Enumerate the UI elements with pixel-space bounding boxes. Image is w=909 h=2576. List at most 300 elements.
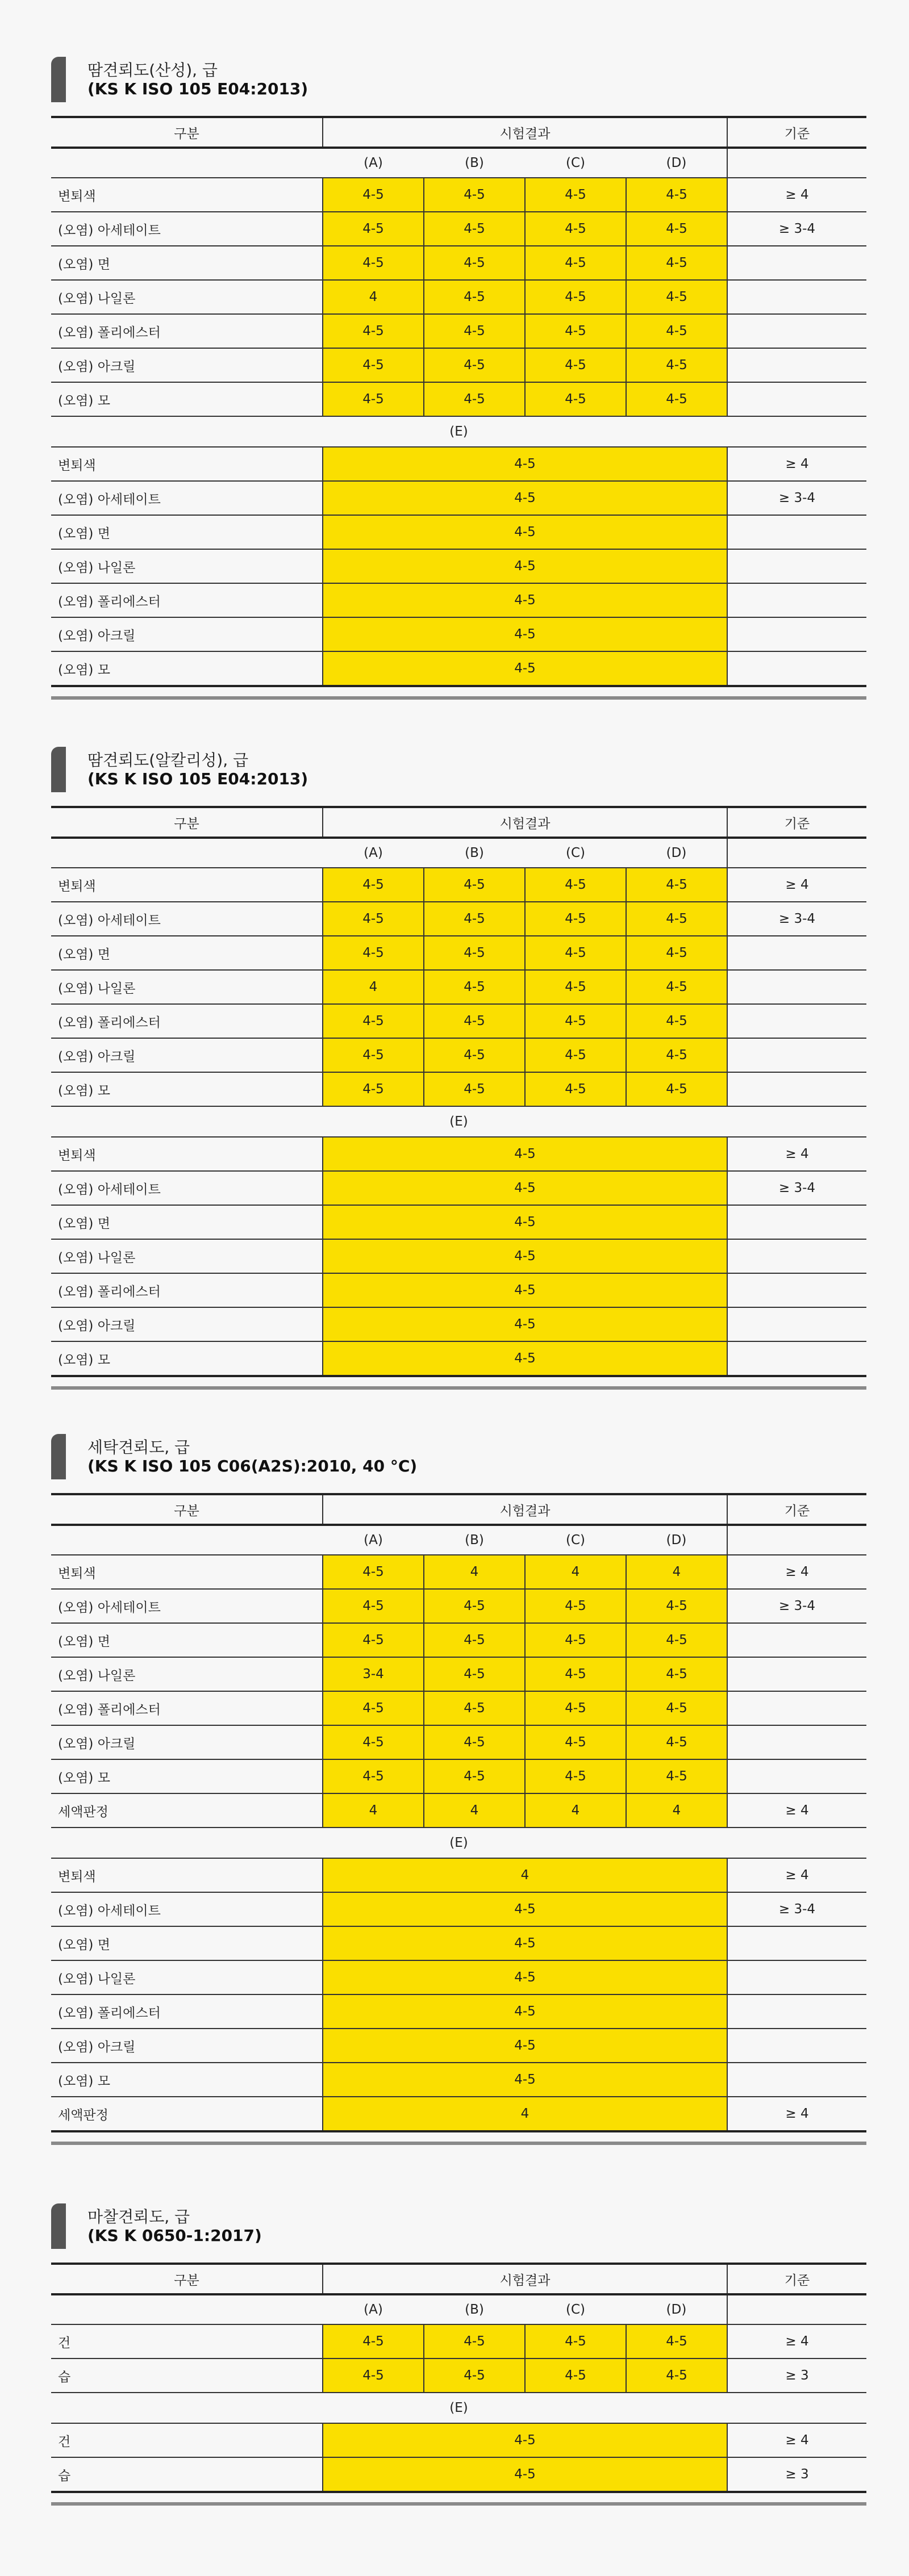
result-cell: 4-5 — [626, 348, 727, 382]
result-cell: 4-5 — [424, 246, 525, 280]
sample-e-label: (E) — [51, 1828, 866, 1858]
standard-cell — [727, 515, 866, 549]
table-row — [51, 2029, 866, 2063]
standard-cell — [727, 1205, 866, 1239]
test-section-3 — [51, 1434, 866, 2145]
result-cell-e: 4-5 — [323, 481, 727, 515]
result-cell-e: 4-5 — [323, 1137, 727, 1171]
row-label: (오염) 아크릴 — [51, 617, 323, 651]
result-cell: 4-5 — [525, 246, 626, 280]
table-row — [51, 246, 866, 280]
table-row — [51, 2097, 866, 2131]
row-label: (오염) 면 — [51, 1623, 323, 1657]
table-header-row — [51, 2264, 866, 2294]
table-row — [51, 936, 866, 970]
column-label-row — [51, 148, 866, 178]
result-cell: 4 — [323, 970, 424, 1004]
table-row — [51, 1205, 866, 1239]
result-cell-e: 4-5 — [323, 1341, 727, 1376]
standard-cell — [727, 1239, 866, 1273]
row-label: (오염) 폴리에스터 — [51, 1994, 323, 2029]
result-cell-e: 4-5 — [323, 515, 727, 549]
column-label: (B) — [424, 148, 525, 178]
result-cell: 4-5 — [626, 1725, 727, 1759]
table-row — [51, 1341, 866, 1376]
row-label: (오염) 아크릴 — [51, 1038, 323, 1072]
section-title: 땀견뢰도(산성), 급 — [87, 61, 218, 80]
section-title-block — [51, 1434, 866, 1485]
section-standard-code: (KS K 0650-1:2017) — [87, 2226, 262, 2245]
result-cell-e: 4-5 — [323, 583, 727, 617]
table-row — [51, 1072, 866, 1106]
result-cell: 4-5 — [323, 178, 424, 212]
result-cell: 4-5 — [525, 970, 626, 1004]
column-label: (C) — [525, 148, 626, 178]
result-cell: 4-5 — [626, 1657, 727, 1691]
row-label: (오염) 모 — [51, 1759, 323, 1793]
row-label: (오염) 아크릴 — [51, 348, 323, 382]
result-cell: 4-5 — [323, 2358, 424, 2393]
row-label: (오염) 모 — [51, 1341, 323, 1376]
row-label: (오염) 폴리에스터 — [51, 1273, 323, 1307]
table-row — [51, 1725, 866, 1759]
column-label: (B) — [424, 2294, 525, 2324]
result-cell: 4-5 — [424, 314, 525, 348]
table-row — [51, 1858, 866, 1892]
blank-cell — [727, 838, 866, 868]
blank-cell — [727, 148, 866, 178]
table-row — [51, 2063, 866, 2097]
result-cell: 4-5 — [626, 1072, 727, 1106]
blank-cell — [51, 2294, 323, 2324]
table-row — [51, 2358, 866, 2393]
standard-cell: ≥ 4 — [727, 1555, 866, 1589]
row-label: 변퇴색 — [51, 178, 323, 212]
result-cell: 4-5 — [626, 1623, 727, 1657]
section-title: 세탁견뢰도, 급 — [87, 1438, 190, 1457]
header-results: 시험결과 — [323, 1494, 727, 1525]
row-label: (오염) 아세테이트 — [51, 481, 323, 515]
result-cell: 4-5 — [424, 1657, 525, 1691]
standard-cell — [727, 1657, 866, 1691]
result-cell: 4-5 — [323, 1691, 424, 1725]
row-label: (오염) 아세테이트 — [51, 1892, 323, 1926]
result-cell: 4-5 — [424, 280, 525, 314]
standard-cell: ≥ 4 — [727, 1858, 866, 1892]
result-cell: 4-5 — [525, 382, 626, 416]
table-row — [51, 1307, 866, 1341]
result-cell-e: 4-5 — [323, 1205, 727, 1239]
row-label: (오염) 나일론 — [51, 549, 323, 583]
standard-cell: ≥ 3-4 — [727, 902, 866, 936]
table-row — [51, 1793, 866, 1828]
test-section-2 — [51, 747, 866, 1390]
result-cell: 4-5 — [424, 1725, 525, 1759]
standard-cell: ≥ 3-4 — [727, 1171, 866, 1205]
result-cell: 4-5 — [525, 2358, 626, 2393]
result-cell: 4-5 — [424, 1589, 525, 1623]
row-label: (오염) 면 — [51, 1926, 323, 1960]
blank-cell — [51, 838, 323, 868]
table-row — [51, 1691, 866, 1725]
table-row — [51, 2423, 866, 2457]
standard-cell: ≥ 3-4 — [727, 212, 866, 246]
result-cell: 4-5 — [323, 2324, 424, 2358]
result-cell: 4-5 — [626, 1589, 727, 1623]
standard-cell — [727, 1994, 866, 2029]
row-label: (오염) 면 — [51, 246, 323, 280]
sample-e-label: (E) — [51, 1106, 866, 1137]
result-cell: 4-5 — [424, 2358, 525, 2393]
title-accent-bar — [51, 1434, 66, 1479]
header-category: 구분 — [51, 1494, 323, 1525]
header-standard: 기준 — [727, 807, 866, 838]
result-cell: 4-5 — [424, 1038, 525, 1072]
standard-cell — [727, 1004, 866, 1038]
result-cell: 4-5 — [424, 382, 525, 416]
header-results: 시험결과 — [323, 117, 727, 148]
result-cell-e: 4-5 — [323, 1273, 727, 1307]
column-label: (B) — [424, 838, 525, 868]
result-cell: 4-5 — [525, 936, 626, 970]
result-cell: 4-5 — [626, 902, 727, 936]
title-accent-bar — [51, 57, 66, 102]
section-title-block — [51, 2203, 866, 2255]
table-row — [51, 1657, 866, 1691]
result-cell-e: 4-5 — [323, 1994, 727, 2029]
row-label: (오염) 폴리에스터 — [51, 1691, 323, 1725]
result-cell-e: 4-5 — [323, 1960, 727, 1994]
blank-cell — [51, 148, 323, 178]
result-cell: 4-5 — [424, 936, 525, 970]
row-label: 변퇴색 — [51, 868, 323, 902]
section-title: 땀견뢰도(알칼리성), 급 — [87, 751, 249, 770]
sample-e-label-row — [51, 1828, 866, 1858]
standard-cell: ≥ 4 — [727, 2423, 866, 2457]
standard-cell — [727, 1273, 866, 1307]
result-cell: 4-5 — [323, 1725, 424, 1759]
row-label: (오염) 모 — [51, 1072, 323, 1106]
column-label: (D) — [626, 1525, 727, 1555]
table-row — [51, 1623, 866, 1657]
result-cell: 4-5 — [626, 382, 727, 416]
standard-cell — [727, 970, 866, 1004]
header-results: 시험결과 — [323, 807, 727, 838]
result-cell: 4-5 — [424, 1072, 525, 1106]
section-title-block — [51, 747, 866, 798]
table-row — [51, 2457, 866, 2492]
standard-cell — [727, 280, 866, 314]
row-label: (오염) 아세테이트 — [51, 902, 323, 936]
table-row — [51, 1960, 866, 1994]
result-cell-e: 4-5 — [323, 1926, 727, 1960]
result-cell: 4-5 — [525, 1038, 626, 1072]
result-cell: 4-5 — [424, 212, 525, 246]
result-cell: 4-5 — [323, 348, 424, 382]
result-cell: 4 — [323, 280, 424, 314]
standard-cell — [727, 617, 866, 651]
table-row — [51, 382, 866, 416]
row-label: (오염) 나일론 — [51, 1960, 323, 1994]
table-row — [51, 481, 866, 515]
result-cell-e: 4-5 — [323, 1171, 727, 1205]
standard-cell — [727, 348, 866, 382]
blank-cell — [727, 1525, 866, 1555]
result-cell: 4-5 — [424, 2324, 525, 2358]
row-label: 세액판정 — [51, 1793, 323, 1828]
standard-cell: ≥ 3-4 — [727, 1892, 866, 1926]
row-label: (오염) 모 — [51, 651, 323, 686]
table-header-row — [51, 807, 866, 838]
result-cell-e: 4 — [323, 2097, 727, 2131]
header-category: 구분 — [51, 807, 323, 838]
column-label: (A) — [323, 2294, 424, 2324]
column-label: (A) — [323, 1525, 424, 1555]
table-row — [51, 1555, 866, 1589]
result-cell: 4 — [525, 1793, 626, 1828]
standard-cell — [727, 1725, 866, 1759]
result-cell: 4 — [525, 1555, 626, 1589]
result-cell: 4-5 — [323, 212, 424, 246]
row-label: (오염) 모 — [51, 382, 323, 416]
table-row — [51, 868, 866, 902]
standard-cell — [727, 1341, 866, 1376]
result-cell: 4-5 — [424, 348, 525, 382]
result-cell: 4-5 — [323, 868, 424, 902]
standard-cell — [727, 1072, 866, 1106]
row-label: (오염) 나일론 — [51, 1657, 323, 1691]
row-label: (오염) 아세테이트 — [51, 212, 323, 246]
result-cell: 4-5 — [525, 348, 626, 382]
column-label-row — [51, 1525, 866, 1555]
column-label: (D) — [626, 2294, 727, 2324]
results-table — [51, 1493, 866, 2132]
test-section-4 — [51, 2203, 866, 2506]
standard-cell — [727, 1307, 866, 1341]
table-row — [51, 1759, 866, 1793]
table-row — [51, 178, 866, 212]
results-table — [51, 2263, 866, 2493]
row-label: 변퇴색 — [51, 1555, 323, 1589]
result-cell: 4 — [626, 1793, 727, 1828]
standard-cell — [727, 2029, 866, 2063]
table-row — [51, 1004, 866, 1038]
result-cell: 4-5 — [525, 178, 626, 212]
result-cell: 4-5 — [626, 1004, 727, 1038]
table-row — [51, 617, 866, 651]
standard-cell: ≥ 4 — [727, 1793, 866, 1828]
result-cell: 4-5 — [525, 1691, 626, 1725]
column-label: (B) — [424, 1525, 525, 1555]
row-label: (오염) 면 — [51, 936, 323, 970]
row-label: (오염) 폴리에스터 — [51, 1004, 323, 1038]
table-row — [51, 2324, 866, 2358]
table-row — [51, 1273, 866, 1307]
result-cell: 4-5 — [525, 1589, 626, 1623]
result-cell-e: 4 — [323, 1858, 727, 1892]
test-section-1 — [51, 57, 866, 700]
standard-cell — [727, 314, 866, 348]
table-row — [51, 549, 866, 583]
result-cell-e: 4-5 — [323, 447, 727, 481]
result-cell: 4-5 — [525, 1725, 626, 1759]
section-divider — [51, 2142, 866, 2145]
result-cell-e: 4-5 — [323, 651, 727, 686]
result-cell: 4-5 — [626, 970, 727, 1004]
column-label: (A) — [323, 148, 424, 178]
result-cell: 4-5 — [626, 280, 727, 314]
column-label: (C) — [525, 838, 626, 868]
section-title-block — [51, 57, 866, 108]
section-standard-code: (KS K ISO 105 C06(A2S):2010, 40 °C) — [87, 1457, 418, 1475]
column-label: (A) — [323, 838, 424, 868]
result-cell: 4-5 — [424, 970, 525, 1004]
sample-e-label-row — [51, 1106, 866, 1137]
results-table — [51, 116, 866, 687]
table-row — [51, 1239, 866, 1273]
row-label: (오염) 아세테이트 — [51, 1589, 323, 1623]
table-row — [51, 348, 866, 382]
row-label: (오염) 나일론 — [51, 970, 323, 1004]
result-cell: 4-5 — [323, 936, 424, 970]
row-label: 건 — [51, 2324, 323, 2358]
row-label: (오염) 면 — [51, 1205, 323, 1239]
section-title: 마찰견뢰도, 급 — [87, 2207, 190, 2226]
header-standard: 기준 — [727, 1494, 866, 1525]
row-label: (오염) 모 — [51, 2063, 323, 2097]
table-row — [51, 314, 866, 348]
result-cell-e: 4-5 — [323, 2423, 727, 2457]
result-cell: 4-5 — [323, 1759, 424, 1793]
blank-cell — [51, 1525, 323, 1555]
column-label: (C) — [525, 1525, 626, 1555]
row-label: 변퇴색 — [51, 1137, 323, 1171]
column-label: (D) — [626, 838, 727, 868]
result-cell-e: 4-5 — [323, 1892, 727, 1926]
standard-cell: ≥ 3 — [727, 2457, 866, 2492]
standard-cell: ≥ 3-4 — [727, 481, 866, 515]
result-cell: 3-4 — [323, 1657, 424, 1691]
row-label: (오염) 아크릴 — [51, 2029, 323, 2063]
result-cell: 4-5 — [323, 1038, 424, 1072]
result-cell: 4-5 — [525, 280, 626, 314]
result-cell: 4 — [424, 1793, 525, 1828]
table-row — [51, 902, 866, 936]
standard-cell: ≥ 4 — [727, 1137, 866, 1171]
standard-cell — [727, 246, 866, 280]
standard-cell — [727, 382, 866, 416]
standard-cell — [727, 1759, 866, 1793]
result-cell: 4-5 — [424, 1691, 525, 1725]
result-cell-e: 4-5 — [323, 2063, 727, 2097]
row-label: (오염) 아세테이트 — [51, 1171, 323, 1205]
result-cell: 4-5 — [626, 2358, 727, 2393]
standard-cell: ≥ 4 — [727, 447, 866, 481]
result-cell: 4-5 — [626, 1038, 727, 1072]
table-header-row — [51, 117, 866, 148]
sample-e-label: (E) — [51, 416, 866, 447]
row-label: 세액판정 — [51, 2097, 323, 2131]
header-category: 구분 — [51, 117, 323, 148]
standard-cell — [727, 1691, 866, 1725]
table-row — [51, 1994, 866, 2029]
results-table — [51, 806, 866, 1377]
table-row — [51, 1926, 866, 1960]
sample-e-label-row — [51, 2393, 866, 2423]
result-cell: 4 — [323, 1793, 424, 1828]
result-cell: 4-5 — [424, 178, 525, 212]
table-header-row — [51, 1494, 866, 1525]
result-cell: 4-5 — [323, 902, 424, 936]
header-standard: 기준 — [727, 2264, 866, 2294]
sample-e-label-row — [51, 416, 866, 447]
result-cell: 4-5 — [525, 1623, 626, 1657]
title-accent-bar — [51, 2203, 66, 2249]
result-cell: 4-5 — [626, 868, 727, 902]
standard-cell — [727, 549, 866, 583]
result-cell: 4-5 — [323, 246, 424, 280]
result-cell: 4 — [626, 1555, 727, 1589]
standard-cell: ≥ 3-4 — [727, 1589, 866, 1623]
column-label-row — [51, 2294, 866, 2324]
standard-cell — [727, 1623, 866, 1657]
standard-cell — [727, 651, 866, 686]
standard-cell: ≥ 4 — [727, 178, 866, 212]
row-label: 변퇴색 — [51, 447, 323, 481]
section-standard-code: (KS K ISO 105 E04:2013) — [87, 80, 308, 98]
column-label: (C) — [525, 2294, 626, 2324]
result-cell: 4-5 — [525, 902, 626, 936]
standard-cell — [727, 1038, 866, 1072]
table-row — [51, 515, 866, 549]
row-label: 습 — [51, 2457, 323, 2492]
row-label: 변퇴색 — [51, 1858, 323, 1892]
row-label: 습 — [51, 2358, 323, 2393]
row-label: (오염) 나일론 — [51, 280, 323, 314]
result-cell: 4-5 — [626, 1691, 727, 1725]
table-row — [51, 212, 866, 246]
result-cell-e: 4-5 — [323, 2457, 727, 2492]
result-cell: 4-5 — [323, 382, 424, 416]
result-cell: 4-5 — [424, 868, 525, 902]
column-label-row — [51, 838, 866, 868]
result-cell-e: 4-5 — [323, 617, 727, 651]
standard-cell: ≥ 4 — [727, 2097, 866, 2131]
result-cell: 4-5 — [323, 1555, 424, 1589]
row-label: (오염) 폴리에스터 — [51, 314, 323, 348]
result-cell: 4-5 — [323, 1004, 424, 1038]
result-cell: 4-5 — [525, 314, 626, 348]
standard-cell: ≥ 4 — [727, 2324, 866, 2358]
table-row — [51, 651, 866, 686]
result-cell: 4-5 — [626, 246, 727, 280]
result-cell: 4-5 — [626, 1759, 727, 1793]
result-cell: 4-5 — [424, 1759, 525, 1793]
standard-cell — [727, 936, 866, 970]
row-label: (오염) 아크릴 — [51, 1307, 323, 1341]
result-cell: 4-5 — [525, 1004, 626, 1038]
table-row — [51, 1171, 866, 1205]
table-row — [51, 1892, 866, 1926]
row-label: (오염) 폴리에스터 — [51, 583, 323, 617]
table-row — [51, 280, 866, 314]
standard-cell: ≥ 3 — [727, 2358, 866, 2393]
section-divider — [51, 696, 866, 700]
result-cell: 4-5 — [525, 1759, 626, 1793]
blank-cell — [727, 2294, 866, 2324]
result-cell: 4-5 — [424, 902, 525, 936]
result-cell: 4-5 — [525, 1072, 626, 1106]
